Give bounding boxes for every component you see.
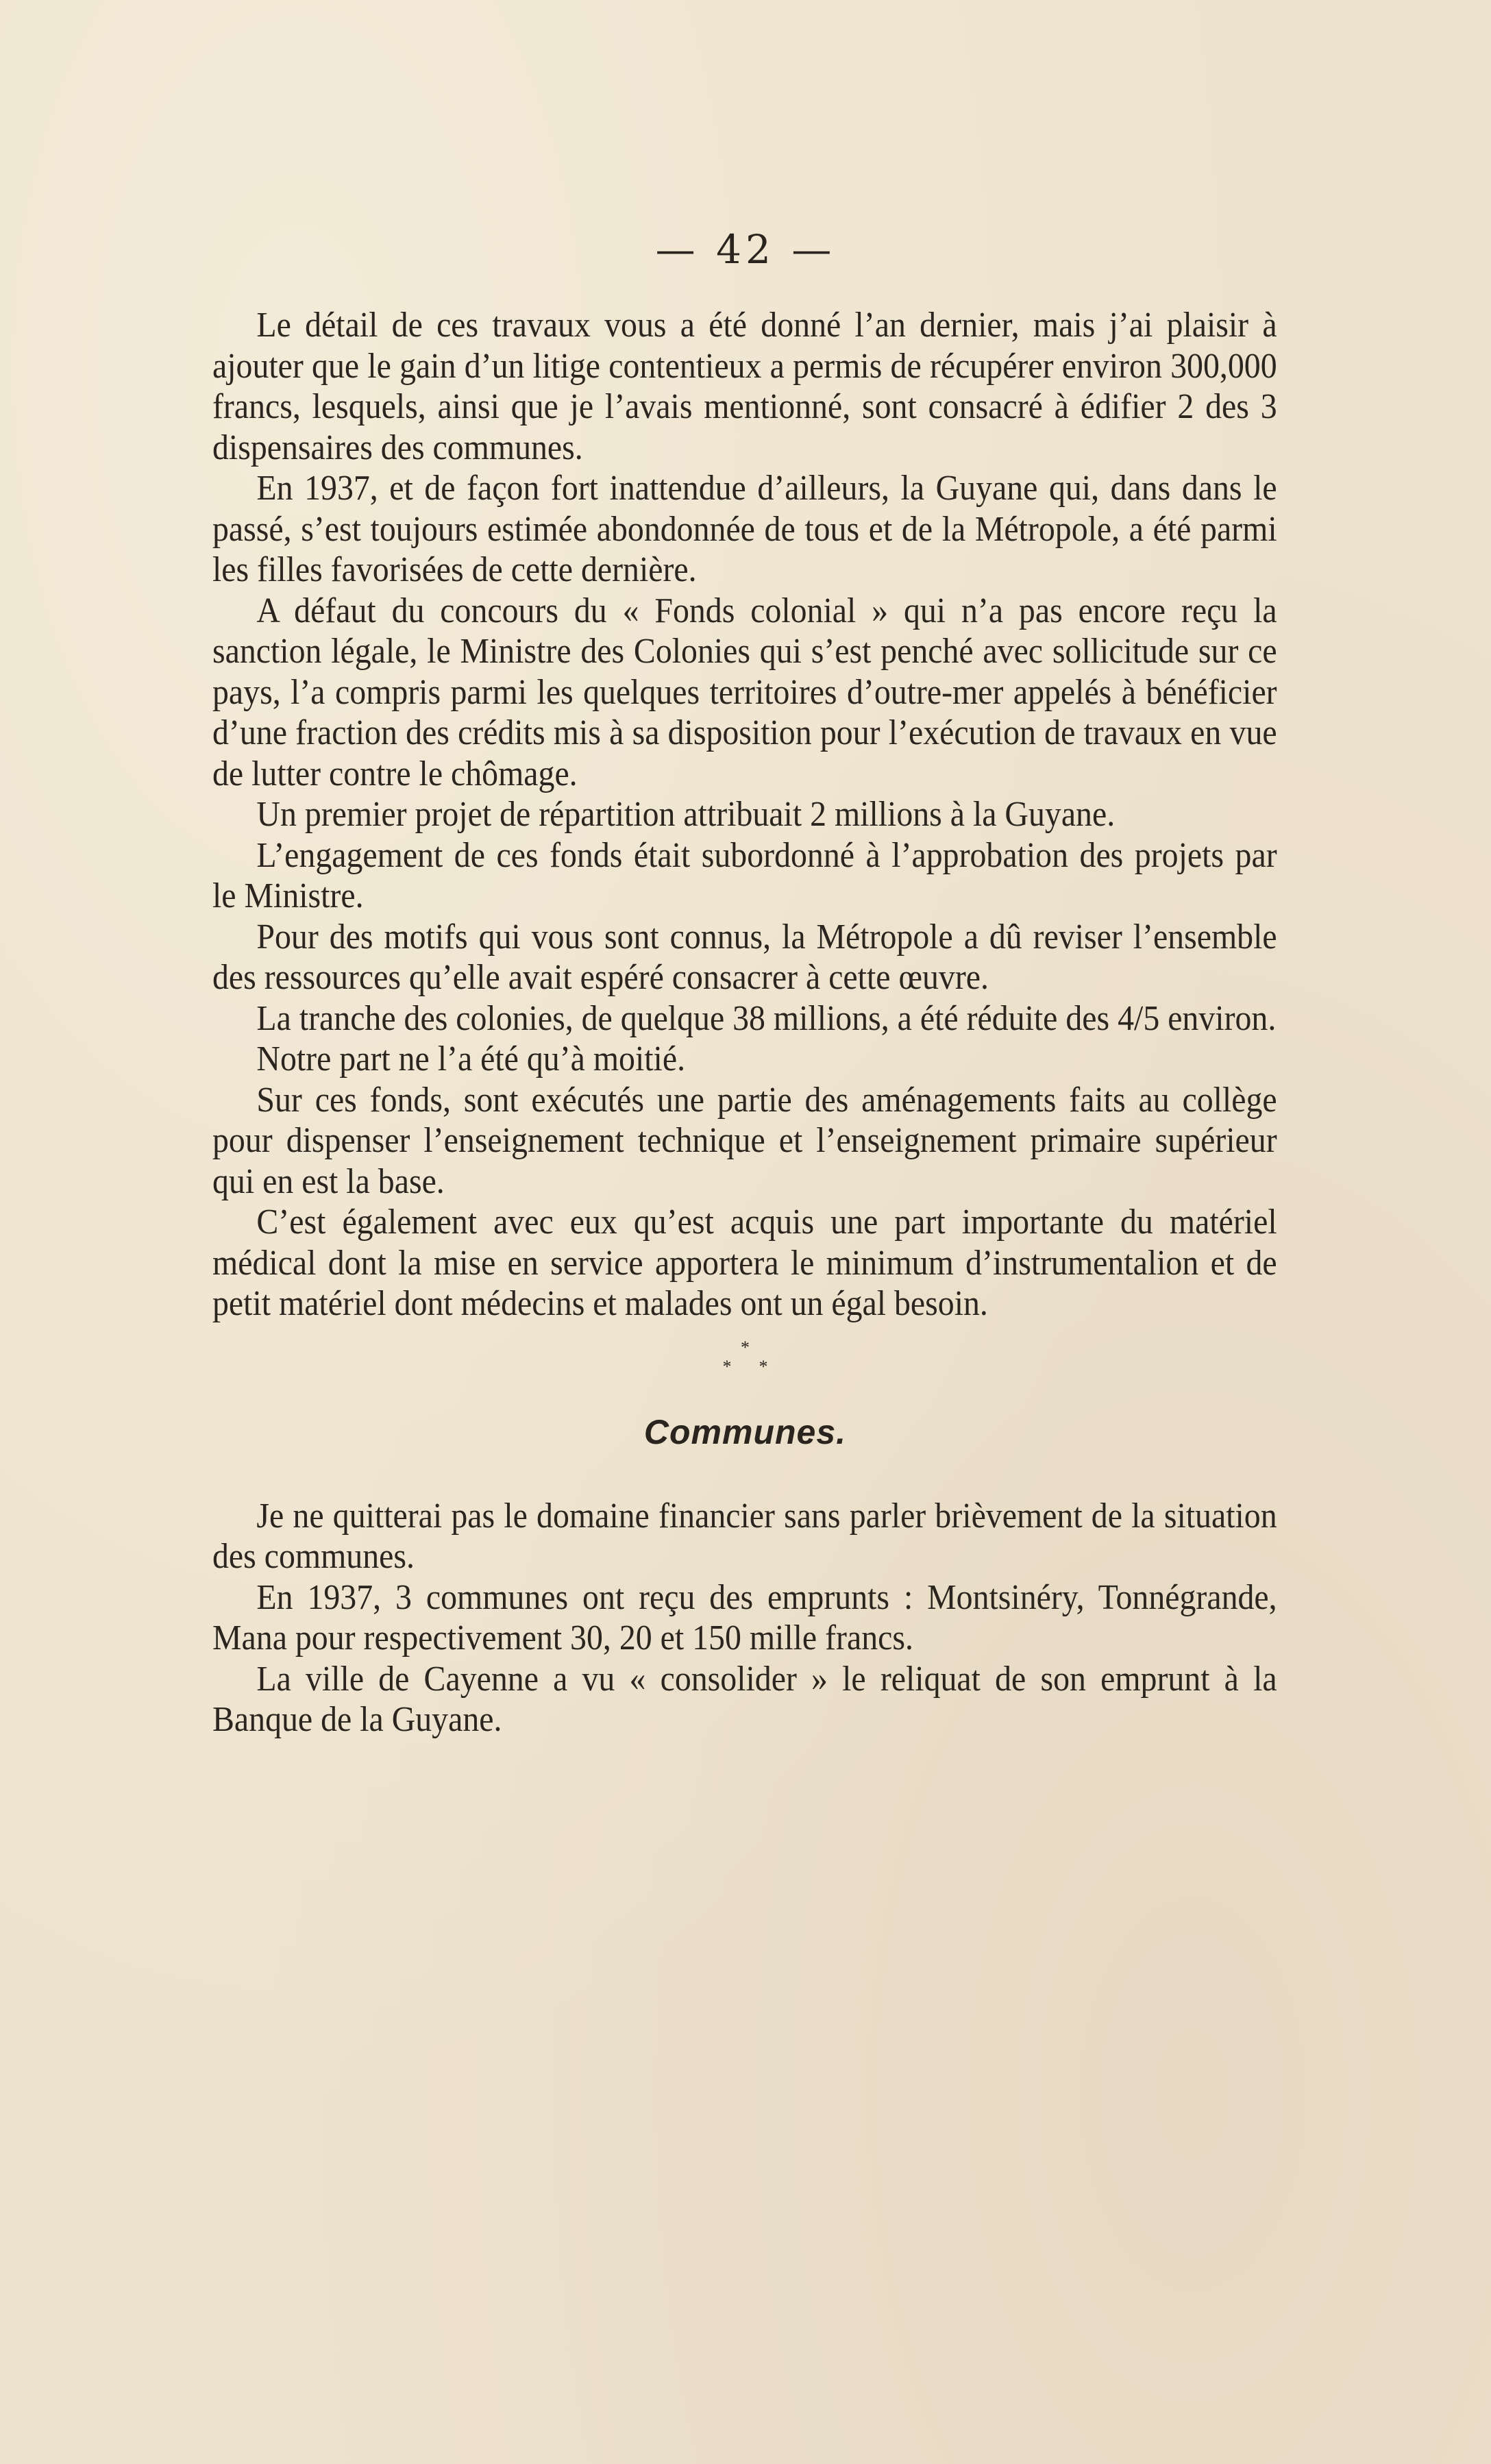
paragraph: La tranche des colonies, de quelque 38 millions, a été réduite des 4/5 environ. (256, 998, 1277, 1038)
paragraph: En 1937, et de façon fort inattendue d’ailleurs, la Guyane qui, dans dans le passé, s’est toujours estimée abondonnée de tous et de la Métropole, a été parmi les filles favorisées de cette dernière. (212, 469, 1277, 589)
paragraph: Le détail de ces travaux vous a été donné l’an dernier, mais j’ai plaisir à ajouter que le gain d’un litige contentieux a permis de récupérer environ 300,000 francs, lesquels, ainsi que je l’avais mentionné, sont consacré à édifier 2 des 3 dispensaires des communes. (212, 306, 1277, 467)
body-text (212, 305, 1278, 1740)
paragraph: La ville de Cayenne a vu « consolider » le reliquat de son emprunt à la Banque de la Guyane. (212, 1659, 1277, 1739)
paragraph: C’est également avec eux qu’est acquis une part importante du matériel médical dont la mise en service apportera le minimum d’instrumentalion et de petit matériel dont médecins et malades ont un égal besoin. (212, 1203, 1277, 1323)
paragraph: En 1937, 3 communes ont reçu des emprunts : Montsinéry, Tonnégrande, Mana pour respectivement 30, 20 et 150 mille francs. (212, 1577, 1277, 1658)
section-break (212, 1325, 1278, 1496)
page-number: — 42 — (655, 226, 836, 273)
asterism-top: * (741, 1337, 750, 1357)
paragraph: Notre part ne l’a été qu’à moitié. (256, 1039, 686, 1079)
paragraph: Sur ces fonds, sont exécutés une partie des aménagements faits au collège pour dispenser l’enseignement technique et l’enseignement primaire supérieur qui en est la base. (212, 1080, 1277, 1201)
asterism-bottom: ** (722, 1356, 796, 1377)
paragraph: Je ne quitterai pas le domaine financier sans parler brièvement de la situation des communes. (212, 1496, 1277, 1576)
paragraph: A défaut du concours du « Fonds colonial » qui n’a pas encore reçu la sanction légale, le Ministre des Colonies qui s’est penché avec sollicitude sur ce pays, l’a compris parmi les quelques territoires d’outre-mer appelés à bénéficier d’une fraction des crédits mis à sa disposition pour l’exécution de travaux en vue de lutter contre le chômage. (212, 591, 1277, 793)
paragraph: L’engagement de ces fonds était subordonné à l’approbation des projets par le Ministre. (212, 835, 1277, 915)
paragraph: Un premier projet de répartition attribuait 2 millions à la Guyane. (256, 795, 1116, 834)
paragraph: Pour des motifs qui vous sont connus, la Métropole a dû reviser l’ensemble des ressources qu’elle avait espéré consacrer à cette œuvre. (212, 917, 1277, 997)
asterism-ornament (212, 1338, 1278, 1377)
section-title: Communes. (643, 1412, 847, 1451)
